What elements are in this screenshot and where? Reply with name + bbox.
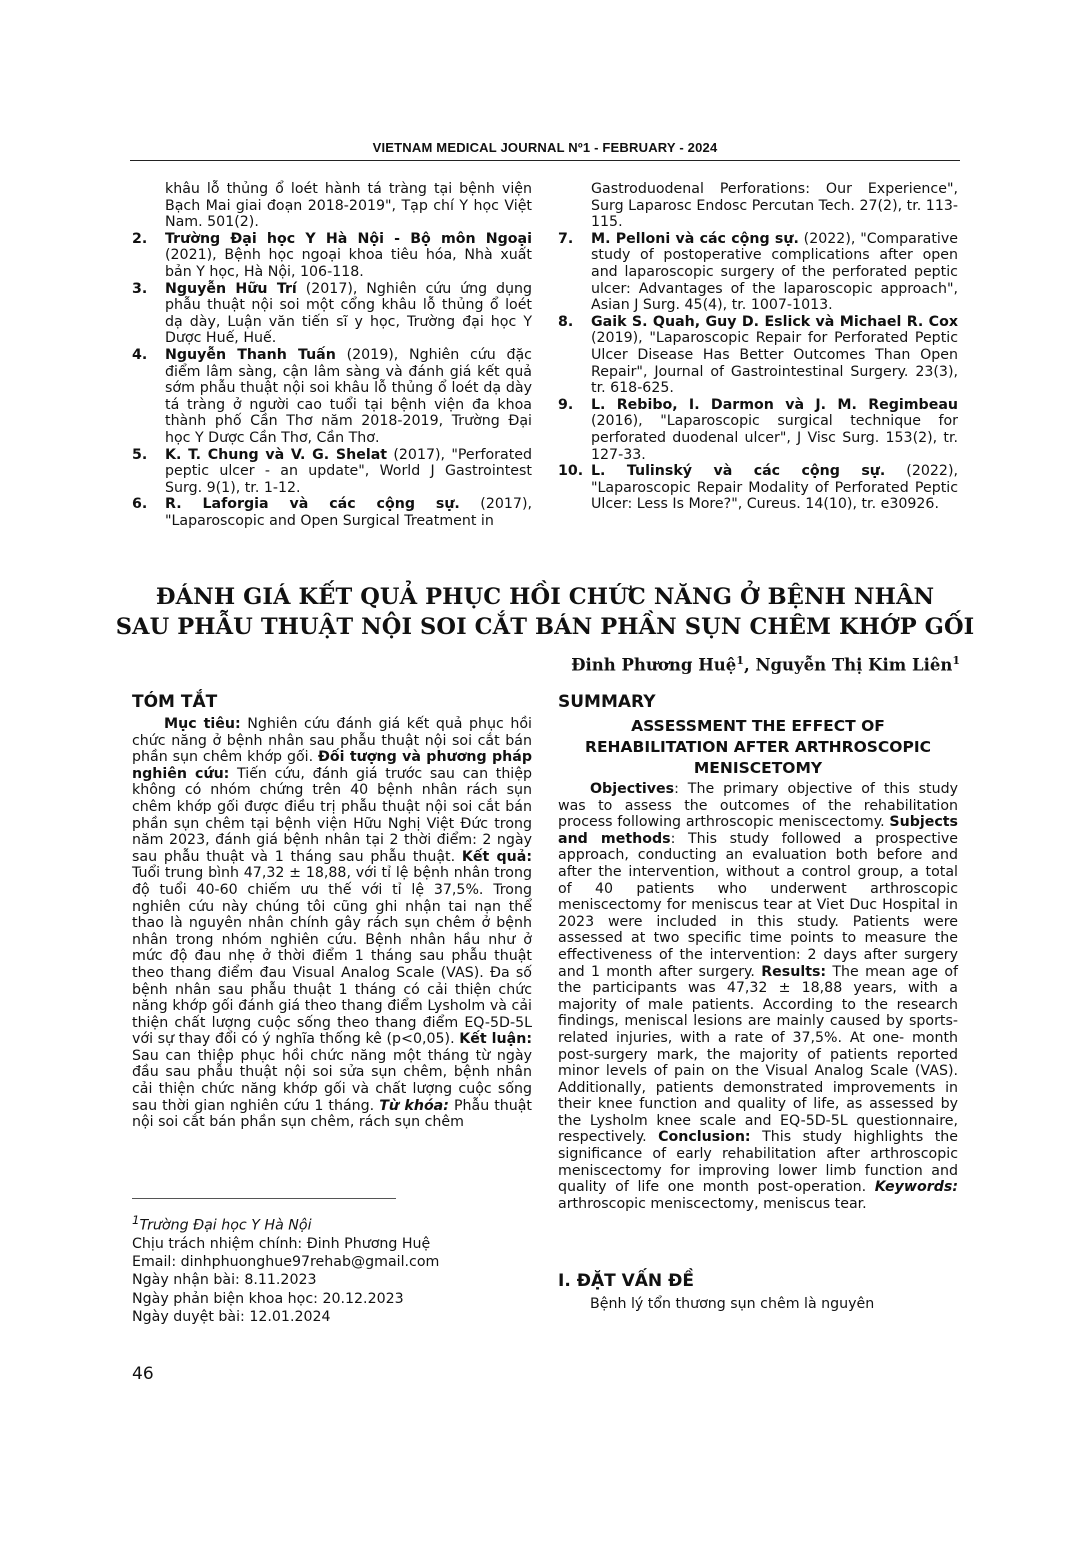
- abstract-label: Objectives: [590, 781, 675, 797]
- tomtat-abstract: [132, 716, 532, 1131]
- abstract-text: This study highlights the significance of early rehabilitation after arthroscopic meniscectomy for improving lower limb function and quality of life one month post-operation.: [558, 1129, 959, 1196]
- keywords-text: Phẫu thuật nội soi cắt bán phần sụn chêm, rách sụn chêm: [132, 1097, 532, 1131]
- journal-header: VIETNAM MEDICAL JOURNAL Nº1 - FEBRUARY - 2024: [372, 140, 718, 155]
- references-right-column: [558, 181, 958, 513]
- reference-number: 4.: [132, 346, 148, 363]
- keywords-text: arthroscopic meniscectomy, meniscus tear.: [558, 1195, 867, 1212]
- author-separator: ,: [743, 655, 756, 675]
- footnote-approval-date: Ngày duyệt bài: 12.01.2024: [132, 1308, 331, 1325]
- reference-item: [558, 314, 958, 397]
- reference-continuation: khâu lỗ thủng ổ loét hành tá tràng tại bệnh viện Bạch Mai giai đoạn 2018-2019", Tạp chí Y học Việt Nam. 501(2).: [165, 181, 532, 231]
- reference-item: [558, 463, 958, 513]
- article-title-line-2: SAU PHẪU THUẬT NỘI SOI CẮT BÁN PHẦN SỤN CHÊM KHỚP GỐI: [115, 614, 975, 640]
- abstract-text: Tiến cứu, đánh giá trước sau can thiệp không có nhóm chứng trên 40 bệnh nhân rách sụn chêm khớp gối được điều trị phẫu thuật nội soi cắt bán phần sụn chêm tại bệnh viện Hữu Nghị Việt Đức trong năm 2023, đánh giá bệnh nhân tại 2 thời điểm: 2 ngày sau phẫu thuật và 1 tháng sau phẫu thuật.: [132, 765, 532, 865]
- abstract-label: Conclusion:: [658, 1129, 751, 1146]
- article-title-line-1: ĐÁNH GIÁ KẾT QUẢ PHỤC HỒI CHỨC NĂNG Ở BỆNH NHÂN: [155, 584, 935, 610]
- reference-text: (2017), "Perforated peptic ulcer - an update", World J Gastrointest Surg. 9(1), tr. 1-12.: [165, 446, 532, 496]
- reference-number: 5.: [132, 446, 148, 463]
- abstract-text: : This study followed a prospective approach, conducting an evaluation both before and after the intervention, without a control group, a total of 40 patients who underwent arthroscopic meniscectomy for meniscus tear at Viet Duc Hospital in 2023 were included in this study. Patients were assessed at two specific time points to measure the effectiveness of the intervention: 2 days after surgery and 1 month after surgery.: [558, 830, 959, 980]
- abstract-text: Tuổi trung bình 47,32 ± 18,88, với tỉ lệ bệnh nhân trong độ tuổi 40-60 chiếm ưu thế với tỉ lệ 37,5%. Trong nghiên cứu này chúng tôi cũng ghi nhận tai nạn thể thao là nguyên nhân chính gây rách sụn chêm ở bệnh nhân trong nhóm nghiên cứu. Bệnh nhân hầu như ở mức độ đau nhẹ ở thời điểm 1 tháng sau phẫu thuật theo thang điểm đau Visual Analog Scale (VAS). Đa số bệnh nhân sau phẫu thuật 1 tháng có cải thiện chức năng khớp gối đánh giá theo thang điểm Lysholm và cải thiện chất lượng cuộc sống theo thang điểm EQ-5D-5L với sự thay đổi có ý nghĩa thống kê (p<0,05).: [132, 865, 532, 1048]
- reference-item: [558, 397, 958, 463]
- reference-number: 9.: [558, 396, 574, 413]
- footnote-email: Email: dinhphuonghue97rehab@gmail.com: [132, 1254, 440, 1271]
- affiliation-mark: 1: [132, 1213, 140, 1227]
- introduction-heading: I. ĐẶT VẤN ĐỀ: [558, 1271, 694, 1291]
- page-number: 46: [132, 1364, 154, 1384]
- footnote-affiliation: [132, 1211, 532, 1235]
- summary-heading: SUMMARY: [558, 692, 656, 712]
- footnotes: [132, 1211, 532, 1326]
- reference-authors: Nguyễn Hữu Trí: [165, 280, 297, 297]
- footnote-responsible: Chịu trách nhiệm chính: Đinh Phương Huệ: [132, 1235, 431, 1252]
- summary-title-line: ASSESSMENT THE EFFECT OF: [631, 717, 885, 735]
- abstract-text: Nghiên cứu đánh giá kết quả phục hồi chức năng ở bệnh nhân sau phẫu thuật nội soi cắt bán phần sụn chêm khớp gối.: [132, 716, 532, 766]
- abstract-text: The mean age of the participants was 47,32 ± 18,88 years, with a majority of male patients. According to the research findings, meniscal lesions are mainly caused by sports-related injuries, with a rate of 37,5%. At one- month post-surgery mark, the majority of patients reported minor levels of pain on the Visual Analog Scale (VAS). Additionally, patients demonstrated improvements in their knee function and quality of life, as assessed by the Lysholm knee scale and EQ-5D-5L questionnaire, respectively.: [558, 963, 959, 1146]
- author-affiliation-mark: 1: [952, 654, 960, 667]
- reference-number: 7.: [558, 230, 574, 247]
- keywords-label: Keywords:: [874, 1179, 958, 1196]
- tomtat-paragraph: [132, 716, 532, 1131]
- abstract-label: Đối tượng và phương pháp nghiên cứu:: [132, 749, 532, 782]
- reference-text: (2016), "Laparoscopic surgical technique for perforated duodenal ulcer", J Visc Surg. 153(2), tr. 127-33.: [591, 413, 958, 463]
- reference-authors: Nguyễn Thanh Tuấn: [165, 346, 336, 363]
- reference-item: [132, 447, 532, 497]
- author-affiliation-mark: 1: [736, 654, 744, 667]
- summary-title-line: MENISCETOMY: [693, 759, 823, 777]
- reference-authors: L. Rebibo, I. Darmon và J. M. Regimbeau: [591, 396, 958, 413]
- reference-item: [132, 496, 532, 529]
- summary-title: [558, 716, 958, 779]
- reference-text: (2021), Bệnh học ngoại khoa tiêu hóa, Nhà xuất bản Y học, Hà Nội, 106-118.: [165, 247, 532, 280]
- reference-number: 2.: [132, 230, 148, 247]
- reference-number: 3.: [132, 280, 148, 297]
- reference-authors: L. Tulinský và các cộng sự.: [591, 463, 886, 480]
- abstract-label: Results:: [761, 963, 827, 980]
- author-name: Đinh Phương Huệ: [571, 655, 737, 675]
- tomtat-heading: TÓM TẮT: [132, 692, 218, 712]
- abstract-text: : The primary objective of this study was to assess the outcomes of the rehabilitation process following arthroscopic meniscectomy.: [558, 781, 958, 831]
- abstract-label: Kết luận:: [459, 1031, 532, 1048]
- reference-authors: Gaik S. Quah, Guy D. Eslick và Michael R. Cox: [591, 313, 958, 330]
- summary-paragraph: [558, 781, 958, 1212]
- reference-authors: K. T. Chung và V. G. Shelat: [165, 446, 388, 463]
- reference-text: (2022), "Comparative study of postoperative complications after open and laparoscopic surgery of the perforated peptic ulcer: Advantages of the laparoscopic approach", Asian J Surg. 45(4), tr. 1007-1013.: [591, 230, 958, 314]
- introduction-text: Bệnh lý tổn thương sụn chêm là nguyên: [590, 1296, 875, 1312]
- header-rule: [130, 160, 960, 161]
- reference-number: 10.: [558, 463, 584, 480]
- reference-text: (2022), "Laparoscopic Repair Modality of Perforated Peptic Ulcer: Less Is More?", Cureus. 14(10), tr. e30926.: [591, 463, 958, 513]
- reference-text: (2017), "Laparoscopic and Open Surgical Treatment in: [165, 496, 532, 529]
- reference-number: 8.: [558, 313, 574, 330]
- reference-authors: M. Pelloni và các cộng sự.: [591, 230, 799, 247]
- footnote-rule: [132, 1198, 396, 1199]
- author-name: Nguyễn Thị Kim Liên: [755, 655, 953, 675]
- footnote-review-date: Ngày phản biện khoa học: 20.12.2023: [132, 1290, 404, 1307]
- reference-item: [132, 281, 532, 347]
- reference-continuation: Gastroduodenal Perforations: Our Experience", Surg Laparosc Endosc Percutan Tech. 27(2), tr. 113-115.: [591, 181, 958, 231]
- footnote-received-date: Ngày nhận bài: 8.11.2023: [132, 1272, 317, 1289]
- summary-abstract: [558, 781, 958, 1212]
- reference-number: 6.: [132, 496, 148, 513]
- references-left-column: [132, 181, 532, 529]
- summary-title-line: REHABILITATION AFTER ARTHROSCOPIC: [585, 738, 931, 756]
- keywords-label: Từ khóa:: [379, 1097, 449, 1114]
- reference-text: (2019), Nghiên cứu đặc điểm lâm sàng, cận lâm sàng và đánh giá kết quả sớm phẫu thuật nội soi khâu lỗ thủng ổ loét dạ dày tá tràng ở người cao tuổi tại bệnh viện đa khoa thành phố Cần Thơ năm 2018-2019, Trường Đại học Y Dược Cần Thơ, Cần Thơ.: [165, 346, 532, 446]
- reference-item: [558, 231, 958, 314]
- reference-text: (2017), Nghiên cứu ứng dụng phẫu thuật nội soi một cổng khâu lỗ thủng ổ loét dạ dày, Luận văn tiến sĩ y học, Trường đại học Y Dược Huế, Huế.: [165, 280, 533, 347]
- abstract-label: Subjects and methods: [558, 814, 958, 847]
- reference-text: (2019), "Laparoscopic Repair for Perforated Peptic Ulcer Disease Has Better Outcomes Than Open Repair", Journal of Gastrointestinal Surgery. 23(3), tr. 618-625.: [591, 330, 958, 397]
- reference-authors: Trường Đại học Y Hà Nội - Bộ môn Ngoại: [165, 230, 532, 247]
- abstract-label: Kết quả:: [461, 848, 533, 865]
- reference-item: [132, 347, 532, 447]
- affiliation-text: Trường Đại học Y Hà Nội: [139, 1217, 312, 1234]
- article-authors: [571, 654, 960, 675]
- abstract-label: Mục tiêu:: [164, 716, 241, 732]
- reference-item: [132, 231, 532, 281]
- reference-authors: R. Laforgia và các cộng sự.: [165, 496, 460, 513]
- abstract-text: Sau can thiệp phục hồi chức năng một tháng từ ngày đầu sau phẫu thuật nội soi sửa sụn chêm, bệnh nhân cải thiện chức năng khớp gối và chất lượng cuộc sống sau thời gian nghiên cứu 1 tháng.: [132, 1047, 532, 1114]
